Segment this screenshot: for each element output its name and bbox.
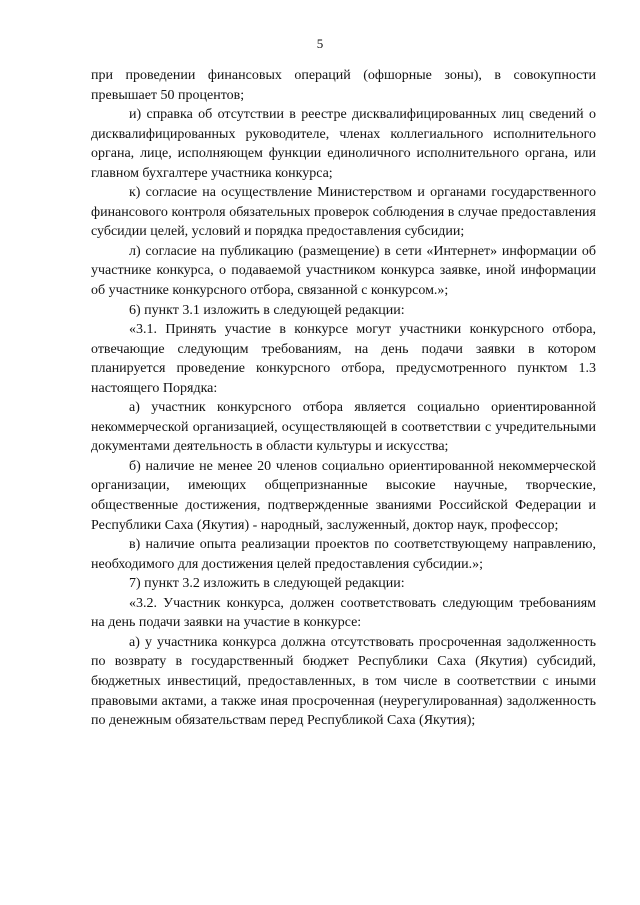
paragraph: 6) пункт 3.1 изложить в следующей редакции:: [129, 302, 405, 318]
paragraph: 7) пункт 3.2 изложить в следующей редакции:: [129, 576, 405, 592]
paragraph: л) согласие на публикацию (размещение) в сети «Интернет» информации об участнике конкурса, о подаваемой участником конкурса заявке, иной информации об участнике конкурсного отбора, связанной с конкурсом.»;: [91, 243, 596, 299]
paragraph: и) справка об отсутствии в реестре дисквалифицированных лиц сведений о дисквалифицированных руководителе, членах коллегиального исполнительного органа, лице, исполняющем функции единоличного исполнительного органа, или главном бухгалтере участника конкурса;: [91, 107, 596, 181]
paragraph: к) согласие на осуществление Министерством и органами государственного финансового контроля обязательных проверок соблюдения в случае предоставления субсидии целей, условий и порядка предоставления субсидии;: [91, 185, 596, 240]
paragraph: в) наличие опыта реализации проектов по соответствующему направлению, необходимого для достижения целей предоставления субсидии.»;: [91, 537, 596, 572]
paragraph: при проведении финансовых операций (офшорные зоны), в совокупности превышает 50 процентов;: [91, 68, 596, 103]
document-body: [91, 66, 596, 731]
paragraph: а) участник конкурсного отбора является социально ориентированной некоммерческой организацией, осуществляющей в соответствии с учредительными документами деятельность в области культуры и искусства;: [91, 400, 596, 455]
paragraph: а) у участника конкурса должна отсутствовать просроченная задолженность по возврату в государственный бюджет Республики Саха (Якутия) субсидий, бюджетных инвестиций, предоставленных, в том числе в соответствии с иными правовыми актами, а также иная просроченная (неурегулированная) задолженность по денежным обязательствам перед Республикой Саха (Якутия);: [91, 634, 596, 729]
paragraph: «3.1. Принять участие в конкурсе могут участники конкурсного отбора, отвечающие следующим требованиям, на день подачи заявки в котором планируется проведение конкурсного отбора, предусмотренного пунктом 1.3 настоящего Порядка:: [91, 322, 596, 396]
paragraph: «3.2. Участник конкурса, должен соответствовать следующим требованиям на день подачи заявки на участие в конкурсе:: [91, 595, 596, 631]
page-number: 5: [316, 36, 324, 51]
paragraph: б) наличие не менее 20 членов социально ориентированной некоммерческой организации, имеющих общепризнанные высокие научные, творческие, общественные достижения, подтвержденные званиями Российской Федерации и Республики Саха (Якутия) - народный, заслуженный, доктор наук, профессор;: [91, 458, 596, 533]
